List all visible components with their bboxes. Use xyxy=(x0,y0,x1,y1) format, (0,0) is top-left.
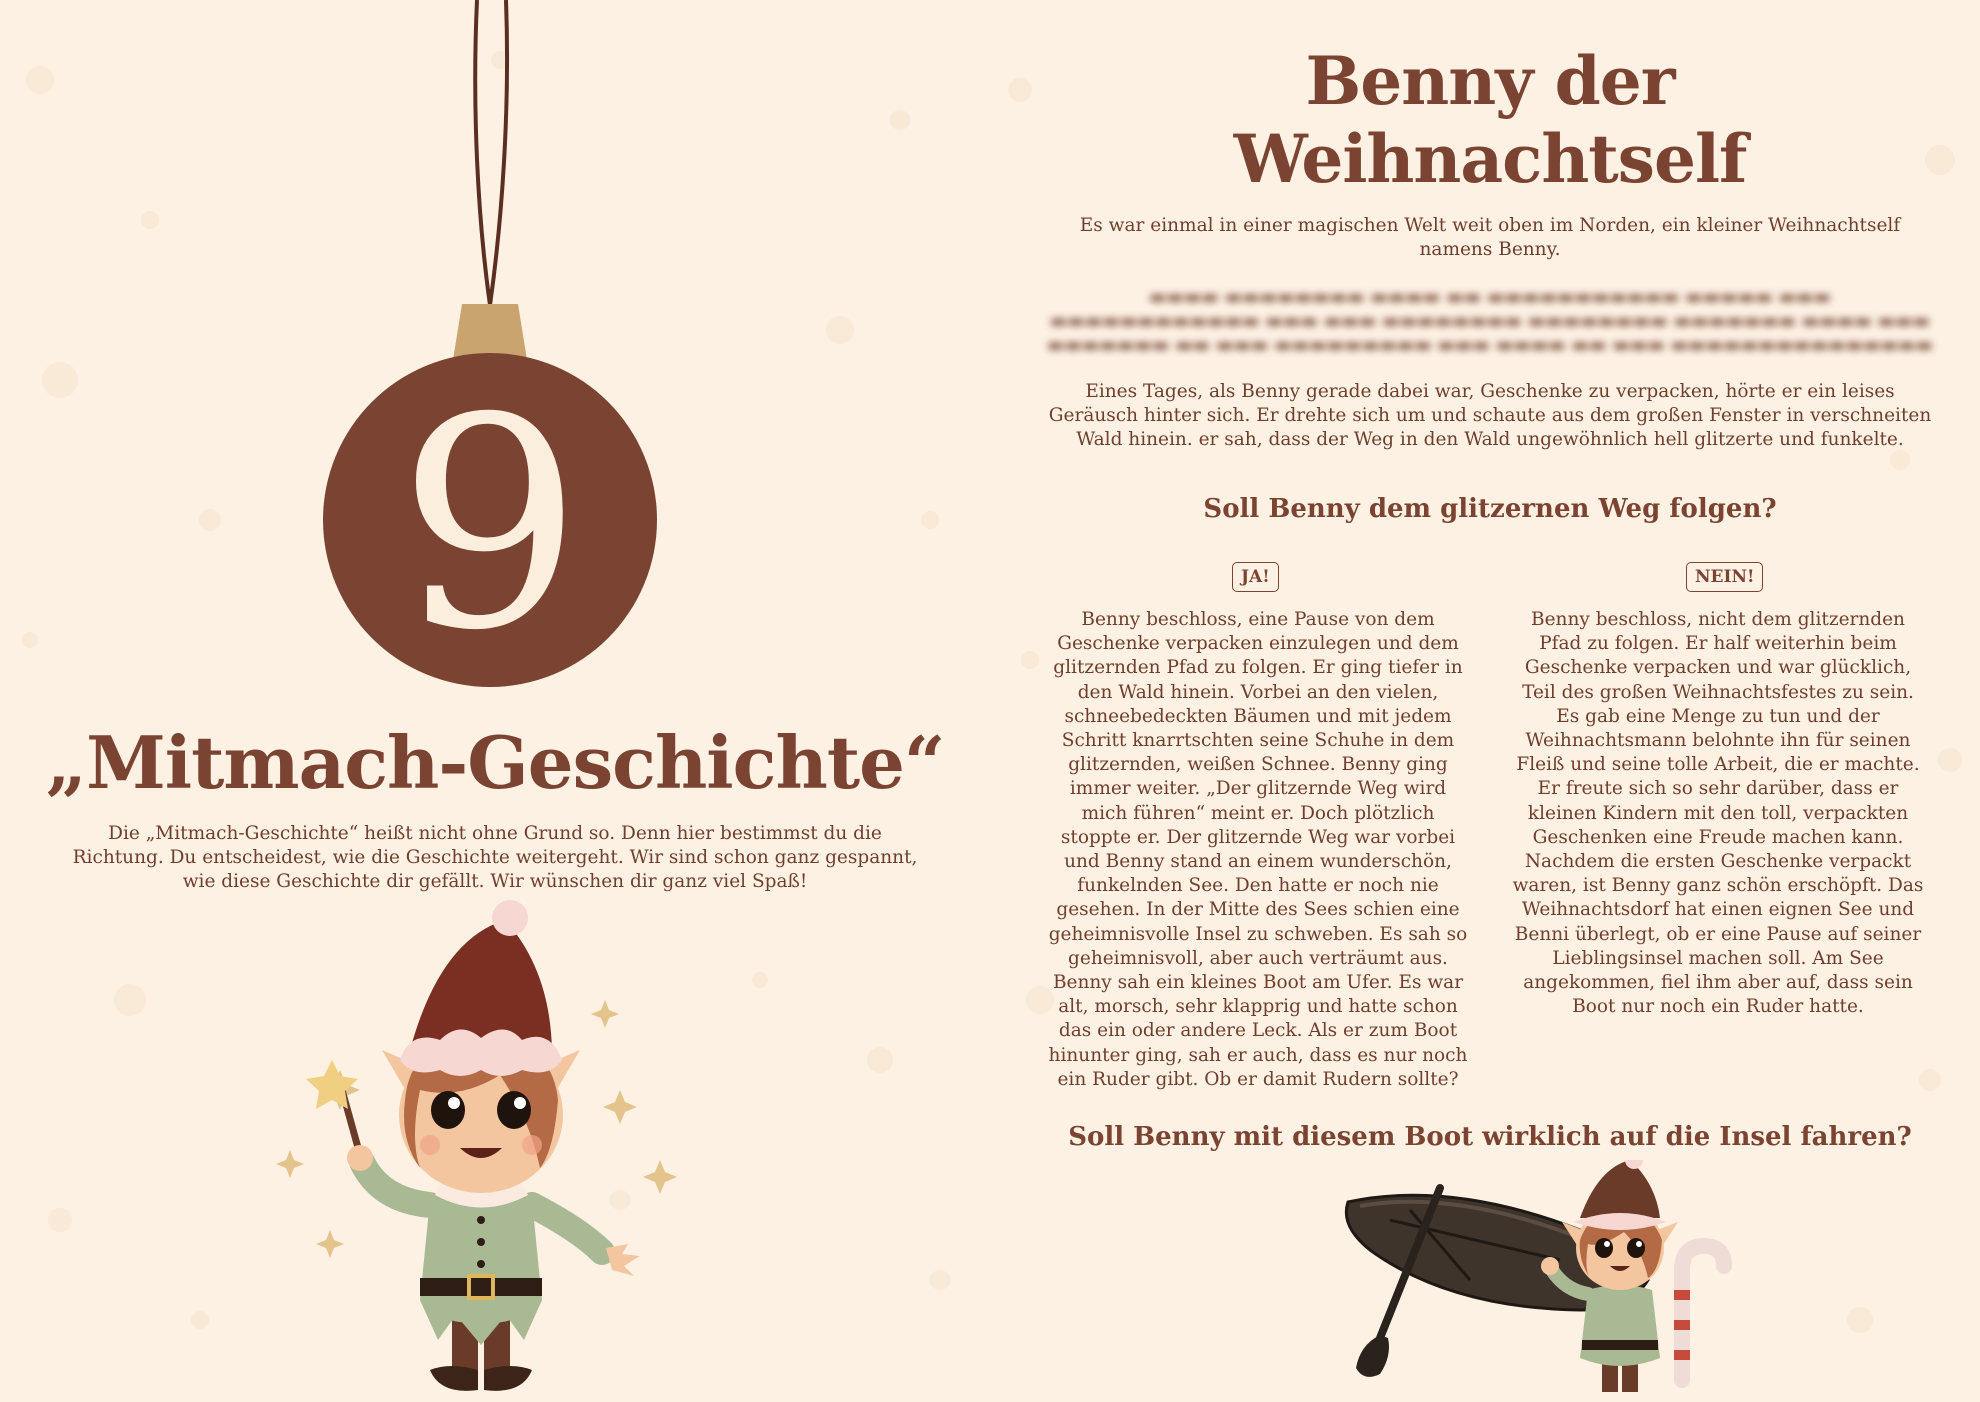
story-title xyxy=(1045,42,1935,198)
question-follow-path: Soll Benny dem glitzernen Weg folgen? xyxy=(1203,494,1777,524)
story-paragraph-3: Eines Tages, als Benny gerade dabei war, Geschenke zu verpacken, hörte er ein leises Geräusch hinter sich. Er drehte sich um und schaute aus dem großen Fenster in verschneiten Wald hinein. er sah, dass der Weg in den Wald ungewöhnlich hell glitzerte und funkelte. xyxy=(1048,381,1932,450)
story-paragraph-1: Es war einmal in einer magischen Welt weit oben im Norden, ein kleiner Weihnachtself namens Benny. xyxy=(1079,215,1901,260)
story-title-line1: Benny der xyxy=(1305,42,1675,120)
choice-no-text xyxy=(1508,608,1928,1019)
story-title-line2: Weihnachtself xyxy=(1233,120,1747,198)
elf-illustration xyxy=(270,900,690,1402)
choice-no-text-part2: Nachdem die ersten Geschenke verpackt waren, ist Benny ganz schön erschöpft. Das Weihnachtsdorf hat einen eignen See und Benni überlegt, ob er eine Pause auf seiner Lieblingsinsel machen soll. Am See angekommen, fiel ihm aber auf, dass sein Boot nur noch ein Ruder hatte. xyxy=(1512,851,1924,1018)
choice-no-button[interactable]: NEIN! xyxy=(1686,562,1763,592)
christmas-bauble-icon xyxy=(300,0,680,700)
choice-yes-button[interactable]: JA! xyxy=(1232,562,1279,592)
rowing-boat-illustration xyxy=(1330,1160,1750,1400)
question-boat: Soll Benny mit diesem Boot wirklich auf die Insel fahren? xyxy=(1068,1122,1912,1152)
story-paragraph-blurred: ▬▬▬▬ ▬▬▬▬▬▬▬▬ ▬▬▬▬ ▬▬ ▬▬▬▬▬▬▬▬▬▬▬ ▬▬▬▬▬ ▬▬▬ ▬▬▬▬▬▬▬▬▬▬▬▬ ▬▬▬ ▬▬▬ ▬▬▬▬▬▬▬▬ ▬▬▬▬▬▬▬▬ ▬▬▬▬▬▬▬ ▬▬▬▬ ▬▬▬ ▬▬▬▬▬▬▬ ▬▬ ▬▬▬ ▬▬▬▬▬▬▬▬▬ ▬▬▬ ▬▬▬▬ ▬▬ ▬▬▬ ▬▬▬▬▬▬▬▬▬▬▬▬▬▬▬ xyxy=(1046,287,1934,356)
left-title: „Mitmach-Geschichte“ xyxy=(45,720,945,805)
left-intro-text: Die „Mitmach-Geschichte“ heißt nicht ohne Grund so. Denn hier bestimmst du die Richtung. Du entscheidest, wie die Geschichte weitergeht. Wir sind schon ganz gespannt, wie diese Geschichte dir gefällt. Wir wünschen dir ganz viel Spaß! xyxy=(72,823,918,892)
choice-no-text-part1: Benny beschloss, nicht dem glitzernden Pfad zu folgen. Er half weiterhin beim Geschenke verpacken und war glücklich, Teil des großen Weihnachtsfestes zu sein. Es gab eine Menge zu tun und der Weihnachtsmann belohnte ihn für seinen Fleiß und seine tolle Arbeit, die er machte. Er freute sich so sehr darüber, dass er kleinen Kindern mit den toll, verpackten Geschenken eine Freude machen kann. xyxy=(1516,609,1920,848)
choice-yes-text: Benny beschloss, eine Pause von dem Geschenke verpacken einzulegen und dem glitzernden Pfad zu folgen. Er ging tiefer in den Wald hinein. Vorbei an den vielen, schneebedeckten Bäumen und mit jedem Schritt knarrtschten seine Schuhe in dem glitzernden, weißen Schnee. Benny ging immer weiter. „Der glitzernde Weg wird mich führen“ meint er. Doch plötzlich stoppte er. Der glitzernde Weg war vorbei und Benny stand an einem wunderschön, funkelnden See. Den hatte er noch nie gesehen. In der Mitte des Sees schien eine geheimnisvolle Insel zu schweben. Es sah so geheimnisvoll, aber auch verträumt aus. Benny sah ein kleines Boot am Ufer. Es war alt, morsch, sehr klapprig und hatte schon das ein oder andere Leck. Als er zum Boot hinunter ging, sah er auch, dass es nur noch ein Ruder gibt. Ob er damit Rudern sollte? xyxy=(1048,609,1468,1090)
ornament-number: 9 xyxy=(397,357,583,694)
